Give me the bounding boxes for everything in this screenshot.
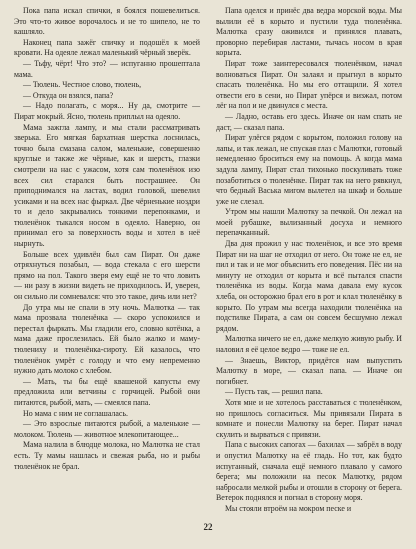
paragraph: Малютка ничего не ел, даже мелкую живую рыбу. И наловил я её целое ведро — тоже не ел.	[216, 334, 402, 354]
paragraph: Утром мы нашли Малютку за печкой. Он лежал на моей рубашке, вылизанный досуха и немного перепачканный.	[216, 207, 402, 238]
paragraph: Папа оделся и принёс два ведра морской воды. Мы вылили её в корыто и пустили туда тюленёнка. Малютка сразу оживился и принялся плавать, проворно перебирая ластами, тычась носом в края корыта.	[216, 6, 402, 58]
paragraph: — Ладно, оставь его здесь. Иначе он нам спать не даст, — сказал папа.	[216, 111, 402, 132]
paragraph: Два дня прожил у нас тюленёнок, и все это время Пират ни на шаг не отходил от него. Он тоже не ел, не пил и так и не мог объяснить его поведения. Пёс ни на минуту не отходил от корыта и всё пытался спасти тюленёнка из воды. Когда мама давала ему кусок хлеба, он осторожно брал его в рот и клал тюленёнку в корыто. По утрам мы всегда находили тюленёнка на подстилке Пирата, а сам он совсем бесшумно лежал рядом.	[216, 239, 402, 333]
paragraph: Пират улёгся рядом с корытом, положил голову на лапы, и так лежал, не спуская глаз с Малютки, готовый немедленно броситься ему на помощь. А когда мама задула лампу, Пират стал тихонько поскуливать тоже позаботиться о тюленёнке. Пират так на него рявкнул, что бедный Васька мигом вылетел на шкаф и больше уже не слезал.	[216, 133, 402, 206]
left-column	[14, 6, 200, 515]
paragraph: — Тюлень. Честное слово, тюлень,	[23, 80, 142, 90]
paragraph: Мы стояли втроём на мокром песке и	[225, 503, 352, 513]
paragraph: Наконец папа зажёг спичку и подошёл к моей кровати. На одеяле лежал маленький чёрный зверёк.	[14, 37, 200, 58]
paragraph: — Мать, ты бы ещё квашеной капусты ему предложила или ветчины с горчицей. Рыбой они питаются, рыбой, мать, — смеялся папа.	[14, 376, 200, 407]
paragraph: — Тьфу, чёрт! Что это? — испуганно прошептала мама.	[14, 58, 200, 79]
paragraph: — Знаешь, Виктор, придётся нам выпустить Малютку в море, — сказал папа. — Иначе он погибнет.	[216, 355, 402, 386]
paragraph: Пират тоже заинтересовался тюленёнком, начал волноваться Пират. Он залаял и прыгнул в корыто спасать тюленёнка. Но мы его оттащили. Я хотел отвести его в сени, но Пират упёрся и визжал, потом лёг на пол и не двинулся с места.	[216, 58, 402, 111]
page-number: 22	[203, 522, 213, 532]
text-columns	[14, 6, 402, 515]
paragraph: Но мама с ним не соглашалась.	[23, 408, 128, 418]
paragraph: — Надо полагать, с моря... Ну да, смотрите — Пират мокрый. Ясно, тюлень приплыл на одеяло.	[14, 101, 200, 121]
paragraph: Пока папа искал спички, я боялся пошевелиться. Это что-то живое ворочалось и не то шипело, не то кашляло.	[14, 6, 200, 37]
paragraph: — Откуда он взялся, папа?	[23, 90, 114, 100]
right-column	[216, 6, 402, 515]
paragraph: — Это взрослые питаются рыбой, а маленькие — молоком. Тюлень — животное млекопитающее...	[14, 419, 200, 439]
paragraph: Хотя мне и не хотелось расставаться с тюленёнком, но пришлось согласиться. Мы привязали Пирата в комнате и понесли Малютку на берег. Пират начал скулить и вырваться с привязи.	[216, 397, 402, 439]
paragraph: Мама налила в блюдце молока, но Малютка не стал есть. Ту мамы нашлась и свежая рыба, но и рыбы тюленёнок не брал.	[14, 440, 200, 471]
paragraph: До утра мы не спали в эту ночь. Малютка — так мама прозвала тюленёнка — скоро успокоился и перестал фыркать. Мы гладили его, словно котёнка, а мама даже прослезилась. Ей было жалко и маму-тюлениху и тюленёнка-сироту. Ей казалось, что тюленёнок умрёт с голоду и что ему непременно нужно дать молоко с хлебом.	[14, 302, 200, 376]
paragraph: — Пусть так, — решил папа.	[225, 387, 323, 397]
paragraph: Папа с высоких сапогах — бахилах — забрёл в воду и опустил Малютку на её гладь. Но тот, как будто испуганный, сначала ещё немного плавало у самого берега; мы положили на песок Малютку, рядом набросали мелкой рыбы и отошли в сторону от берега. Ветерок поднялся и погнал в сторону моря.	[216, 440, 402, 503]
paragraph: Мама зажгла лампу, и мы стали рассматривать зверька. Его мягкая бархатная шерстка лоснилась, точно была смазана салом, маленькие, совершенно круглые и также же чёрные, как и шерсть, глазки смотрели на нас с ужасом, хотя сам тюленёнок изо всех сил старался быть пострашнее. Он приподнимался на ластах, водил головой, шевелил усиками и на всех нас фыркал. Две чёрненькие ноздри то и дело закрывались тонкими перепонками, и тюленёнок тыкался носом в одеяло. Наверно, он принимал его за поверхность воды и хотел в неё нырнуть.	[14, 122, 200, 249]
paragraph: Больше всех удивлён был сам Пират. Он даже отряхнуться позабыл, — вода стекала с его шерсти прямо на пол. Такого зверя ему ещё не то что ловить — ни разу в жизни видеть не приходилось. И, уверен, он сильно ли сомневался: что это такое, дичь или нет?	[14, 249, 200, 302]
